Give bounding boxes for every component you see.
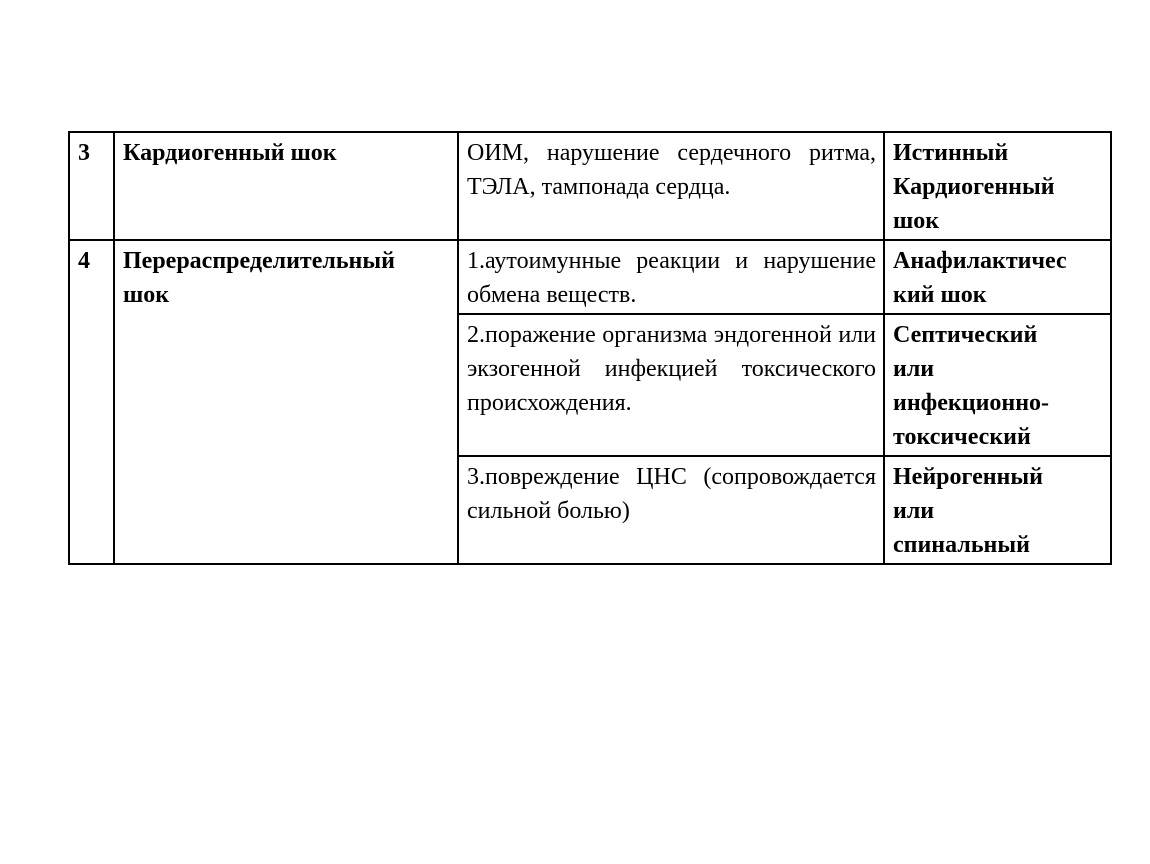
shock-cause: ОИМ, нарушение сердечного ритма, ТЭЛА, тампонада сердца.: [458, 132, 884, 240]
shock-name: Кардиогенный шок: [114, 132, 458, 240]
row-number: 3: [69, 132, 114, 240]
row-number: 4: [69, 240, 114, 564]
shock-type: Нейрогенный или спинальный: [884, 456, 1111, 564]
shock-type: Септический или инфекционно- токсический: [884, 314, 1111, 456]
shock-classification-table: [68, 131, 1112, 565]
table-row: [69, 240, 1111, 314]
shock-type: Анафилактичес кий шок: [884, 240, 1111, 314]
shock-cause: 3.повреждение ЦНС (сопровождается сильной болью): [458, 456, 884, 564]
shock-type: Истинный Кардиогенный шок: [884, 132, 1111, 240]
shock-cause: 1.аутоимунные реакции и нарушение обмена веществ.: [458, 240, 884, 314]
shock-cause: 2.поражение организма эндогенной или экзогенной инфекцией токсического происхождения.: [458, 314, 884, 456]
table-row: [69, 132, 1111, 240]
shock-name: Перераспределительный шок: [114, 240, 458, 564]
